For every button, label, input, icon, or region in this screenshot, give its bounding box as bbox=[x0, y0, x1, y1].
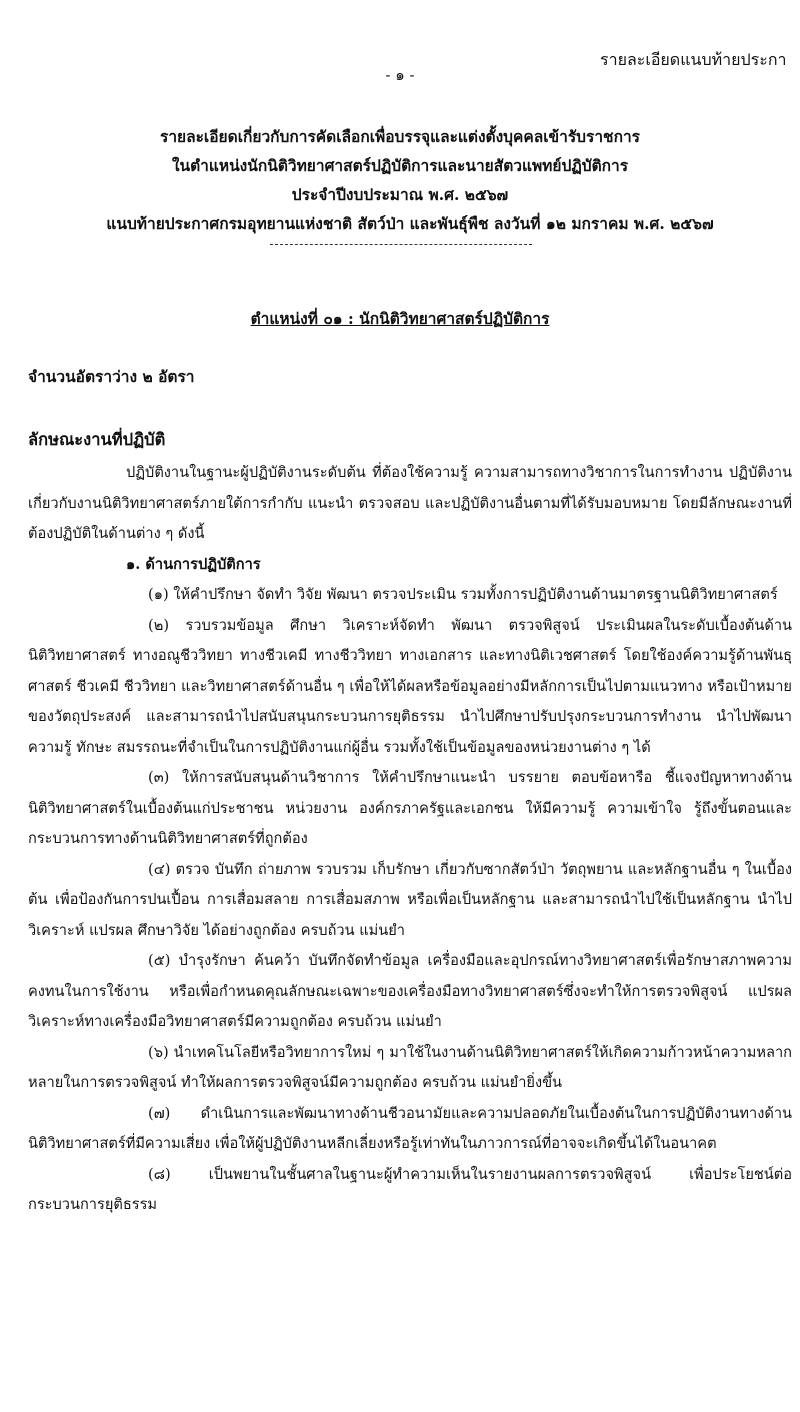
duty-item-1: (๑) ให้คำปรึกษา จัดทำ วิจัย พัฒนา ตรวจประเมิน รวมทั้งการปฏิบัติงานด้านมาตรฐานนิติวิทยาศาสตร์ bbox=[148, 586, 778, 603]
title-line-2: ในตำแหน่งนักนิติวิทยาศาสตร์ปฏิบัติการและนายสัตวแพทย์ปฏิบัติการ bbox=[171, 156, 629, 175]
attachment-header: รายละเอียดแนบท้ายประกา bbox=[600, 50, 787, 69]
duty-item-8: (๘) เป็นพยานในชั้นศาลในฐานะผู้ทำความเห็นในรายงานผลการตรวจพิสูจน์ เพื่อประโยชน์ต่อกระบวนการยุติธรรม bbox=[28, 1165, 792, 1213]
title-line-3: ประจำปีงบประมาณ พ.ศ. ๒๕๖๗ bbox=[291, 185, 509, 204]
area-heading: ๑. ด้านการปฏิบัติการ bbox=[126, 555, 261, 573]
duty-item-3: (๓) ให้การสนับสนุนด้านวิชาการ ให้คำปรึกษาแนะนำ บรรยาย ตอบข้อหารือ ชี้แจงปัญหาทางด้านนิติวิทยาศาสตร์ในเบื้องต้นแก่ประชาชน หน่วยงาน องค์กรภาครัฐและเอกชน ให้มีความรู้ ความเข้าใจ รู้ถึงขั้นตอนและกระบวนการทางด้านนิติวิทยาศาสตร์ที่ถูกต้อง bbox=[28, 769, 792, 847]
duty-item-6: (๖) นำเทคโนโลยีหรือวิทยาการใหม่ ๆ มาใช้ในงานด้านนิติวิทยาศาสตร์ให้เกิดความก้าวหน้าความหลากหลายในการตรวจพิสูจน์ ทำให้ผลการตรวจพิสูจน์มีความถูกต้อง ครบถ้วน แม่นยำยิ่งขึ้น bbox=[28, 1043, 792, 1091]
duty-item-4: (๔) ตรวจ บันทึก ถ่ายภาพ รวบรวม เก็บรักษา เกี่ยวกับซากสัตว์ป่า วัตถุพยาน และหลักฐานอื่น ๆ ในเบื้องต้น เพื่อป้องกันการปนเปื้อน การเสื่อมสลาย การเสื่อมสภาพ หรือเพื่อเป็นหลักฐาน และสามารถนำไปใช้เป็นหลักฐาน นำไปวิเคราะห์ แปรผล ศึกษาวิจัย ได้อย่างถูกต้อง ครบถ้วน แม่นยำ bbox=[28, 860, 792, 939]
duties-heading: ลักษณะงานที่ปฏิบัติ bbox=[28, 430, 166, 449]
vacancy-count: จำนวนอัตราว่าง ๒ อัตรา bbox=[28, 367, 195, 386]
position-title: ตำแหน่งที่ ๐๑ : นักนิติวิทยาศาสตร์ปฏิบัติการ bbox=[250, 309, 550, 328]
duty-item-2: (๒) รวบรวมข้อมูล ศึกษา วิเคราะห์จัดทำ พัฒนา ตรวจพิสูจน์ ประเมินผลในระดับเบื้องต้นด้านนิติวิทยาศาสตร์ ทางอณูชีววิทยา ทางชีวเคมี ทางชีววิทยา ทางเอกสาร และทางนิติเวชศาสตร์ โดยใช้องค์ความรู้ด้านพันธุศาสตร์ ชีวเคมี ชีววิทยา และวิทยาศาสตร์ด้านอื่น ๆ เพื่อให้ได้ผลหรือข้อมูลอย่างมีหลักการเป็นไปตามแนวทาง หรือเป้าหมายของวัตถุประสงค์ และสามารถนำไปสนับสนุนกระบวนการยุติธรรม นำไปศึกษาปรับปรุงกระบวนการทำงาน นำไปพัฒนาความรู้ ทักษะ สมรรถนะที่จำเป็นในการปฏิบัติงานแก่ผู้อื่น รวมทั้งใช้เป็นข้อมูลของหน่วยงานต่าง ๆ ได้ bbox=[28, 616, 792, 756]
title-line-4: แนบท้ายประกาศกรมอุทยานแห่งชาติ สัตว์ป่า และพันธุ์พืช ลงวันที่ ๑๒ มกราคม พ.ศ. ๒๕๖๗ bbox=[106, 214, 714, 233]
title-line-1: รายละเอียดเกี่ยวกับการคัดเลือกเพื่อบรรจุและแต่งตั้งบุคคลเข้ารับราชการ bbox=[160, 127, 640, 146]
title-divider bbox=[270, 244, 532, 245]
duties-body bbox=[28, 458, 792, 1221]
duty-item-5: (๕) บำรุงรักษา ค้นคว้า บันทึกจัดทำข้อมูล เครื่องมือและอุปกรณ์ทางวิทยาศาสตร์เพื่อรักษาสภาพความคงทนในการใช้งาน หรือเพื่อกำหนดคุณลักษณะเฉพาะของเครื่องมือทางวิทยาศาสตร์ซึ่งจะทำให้การตรวจพิสูจน์ แปรผล วิเคราะห์ทางเครื่องมือวิทยาศาสตร์มีความถูกต้อง ครบถ้วน แม่นยำ bbox=[28, 952, 792, 1030]
page-number: - ๑ - bbox=[385, 66, 415, 84]
duties-intro: ปฏิบัติงานในฐานะผู้ปฏิบัติงานระดับต้น ที่ต้องใช้ความรู้ ความสามารถทางวิชาการในการทำงาน ปฏิบัติงานเกี่ยวกับงานนิติวิทยาศาสตร์ภายใต้การกำกับ แนะนำ ตรวจสอบ และปฏิบัติงานอื่นตามที่ได้รับมอบหมาย โดยมีลักษณะงานที่ต้องปฏิบัติในด้านต่าง ๆ ดังนี้ bbox=[28, 464, 792, 542]
duty-item-7: (๗) ดำเนินการและพัฒนาทางด้านชีวอนามัยและความปลอดภัยในเบื้องต้นในการปฏิบัติงานทางด้านนิติวิทยาศาสตร์ที่มีความเสี่ยง เพื่อให้ผู้ปฏิบัติงานหลีกเลี่ยงหรือรู้เท่าทันในภาวการณ์ที่อาจจะเกิดขึ้นได้ในอนาคต bbox=[28, 1104, 792, 1152]
document-title bbox=[0, 122, 800, 238]
